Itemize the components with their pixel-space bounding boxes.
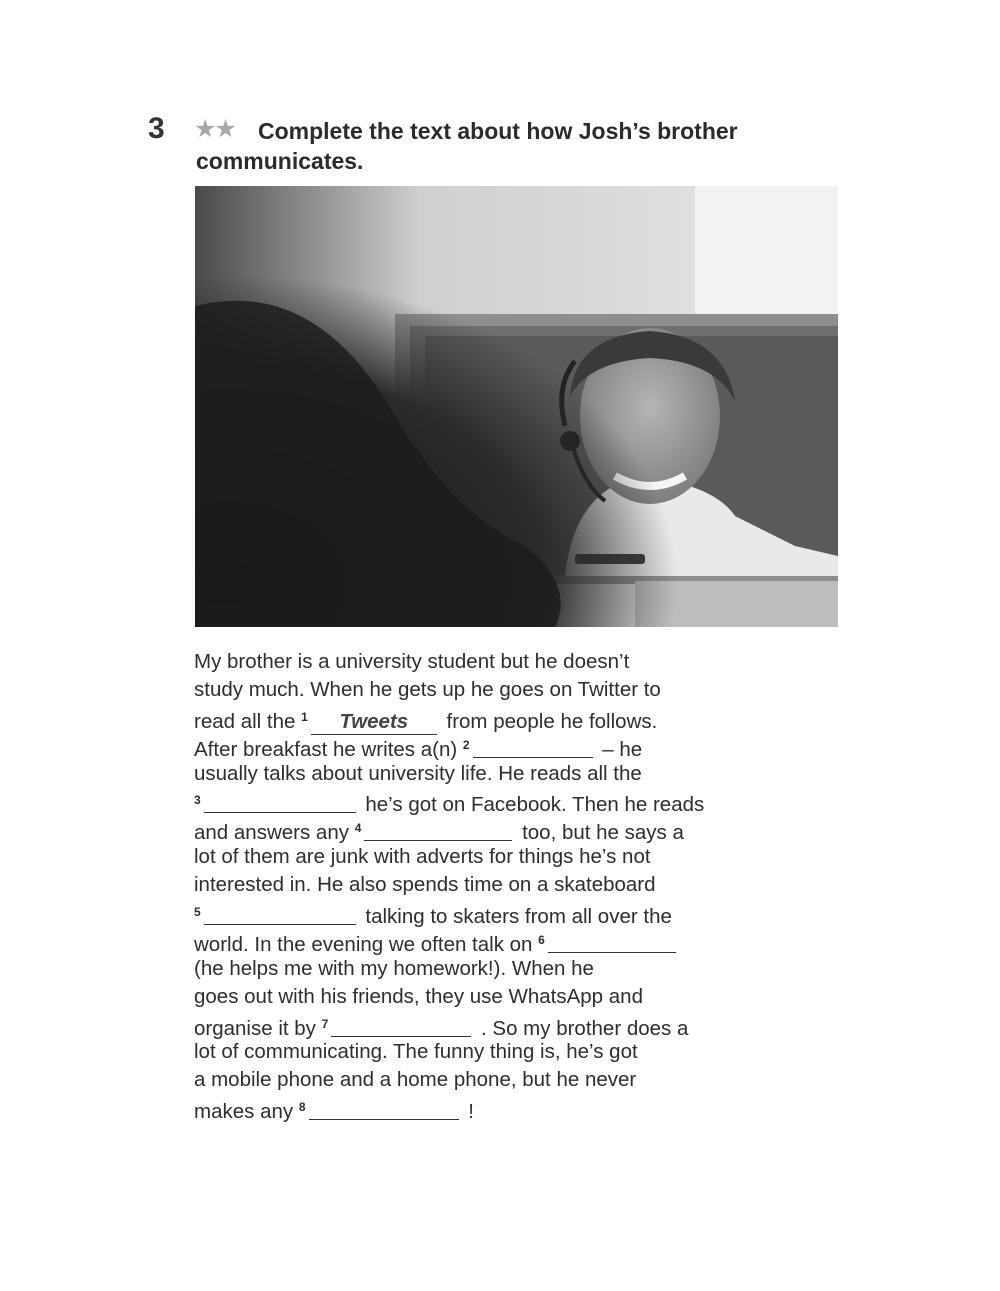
passage-text-segment: organise it by: [194, 1016, 322, 1040]
exercise-title: Complete the text about how Josh’s brother communicates.: [196, 118, 738, 174]
passage-text: [194, 648, 854, 1122]
passage-line: [194, 927, 854, 955]
passage-line: [194, 732, 854, 760]
gap-number: 4: [354, 821, 362, 836]
gap-5-blank[interactable]: [204, 904, 356, 925]
gap-number: 8: [298, 1100, 306, 1115]
passage-text-segment: talking to skaters from all over the: [359, 905, 672, 929]
passage-line: usually talks about university life. He reads all the: [194, 761, 642, 785]
passage-line: My brother is a university student but he doesn’t: [194, 650, 630, 673]
passage-line: (he helps me with my homework!). When he: [194, 956, 594, 980]
passage-line: [194, 787, 854, 815]
gap-number: 3: [194, 793, 201, 808]
exercise-number: 3: [148, 112, 165, 145]
passage-line: lot of communicating. The funny thing is, he’s got: [194, 1040, 638, 1064]
passage-line: [194, 704, 854, 732]
gap-8-blank[interactable]: [309, 1099, 459, 1120]
passage-text-segment: world. In the evening we often talk on: [194, 932, 539, 956]
gap-6-blank[interactable]: [548, 932, 676, 953]
gap-4-blank[interactable]: [364, 820, 512, 841]
passage-text-segment: . So my brother does a: [475, 1016, 689, 1040]
passage-line: [194, 899, 854, 927]
passage-text-segment: read all the: [194, 709, 302, 733]
passage-line: [194, 1094, 854, 1122]
gap-3-blank[interactable]: [204, 792, 356, 813]
gap-7-blank[interactable]: [331, 1016, 471, 1037]
passage-text-segment: he’s got on Facebook. Then he reads: [359, 793, 705, 817]
passage-line: [194, 1011, 854, 1039]
gap-number: 5: [194, 905, 201, 920]
passage-line: study much. When he gets up he goes on Twitter to: [194, 677, 661, 701]
gap-number: 6: [538, 932, 545, 947]
passage-text-segment: from people he follows.: [440, 709, 658, 733]
video-call-photo-icon: [195, 186, 838, 627]
passage-text-segment: too, but he says a: [516, 821, 684, 845]
passage-text-segment: !: [462, 1100, 474, 1124]
difficulty-stars-icon: ★★: [194, 115, 235, 143]
gap-1-example-answer: Tweets: [311, 712, 437, 735]
passage-line: interested in. He also spends time on a skateboard: [194, 873, 656, 897]
passage-text-segment: makes any: [194, 1100, 299, 1124]
passage-line: goes out with his friends, they use WhatsApp and: [194, 984, 643, 1008]
passage-text-segment: and answers any: [194, 821, 355, 845]
gap-2-blank[interactable]: [473, 737, 593, 758]
passage-line: [194, 815, 854, 843]
passage-text-segment: After breakfast he writes a(n): [194, 737, 463, 761]
passage-line: lot of them are junk with adverts for things he’s not: [194, 845, 651, 869]
gap-number: 1: [301, 709, 308, 724]
passage-line: a mobile phone and a home phone, but he never: [194, 1068, 637, 1092]
gap-number: 2: [462, 737, 470, 752]
gap-number: 7: [321, 1016, 329, 1031]
passage-text-segment: – he: [596, 737, 643, 761]
